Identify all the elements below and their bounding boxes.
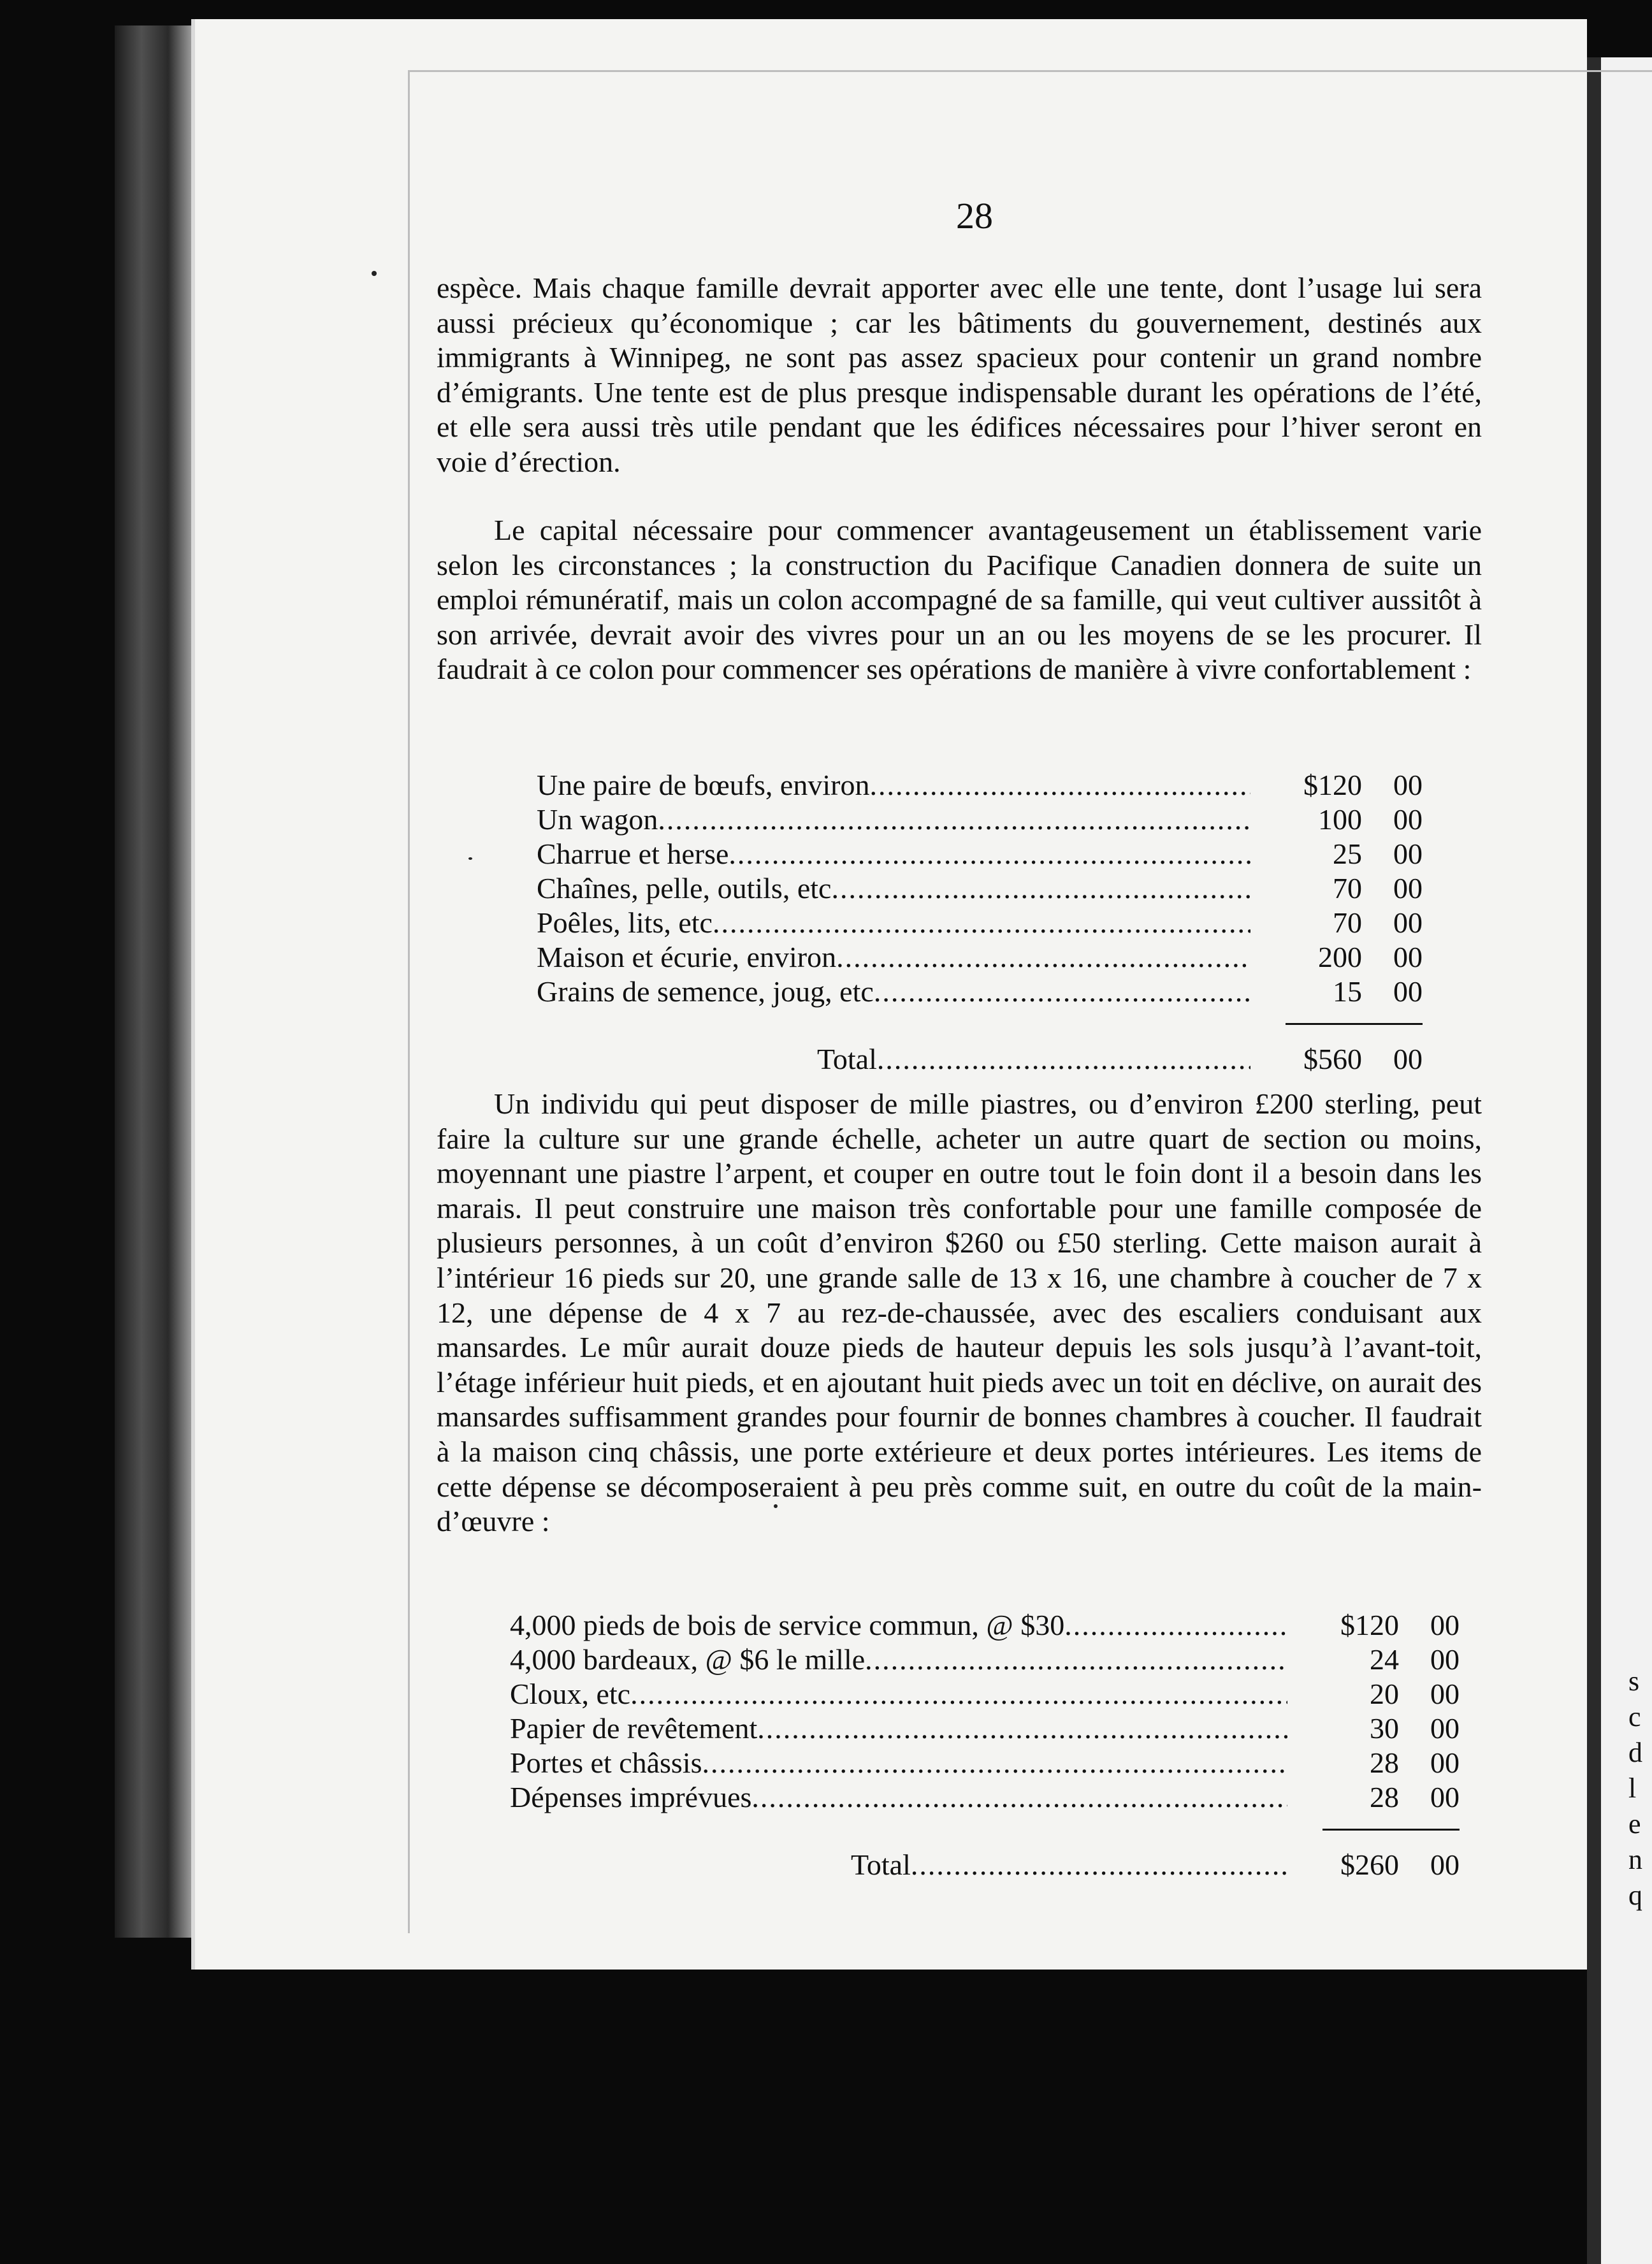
ledger-amount: 70 bbox=[1333, 872, 1362, 904]
ledger-row bbox=[537, 871, 1423, 906]
ledger-item: Grains de semence, joug, etc bbox=[537, 975, 874, 1008]
ink-speck bbox=[468, 857, 472, 860]
total-rule bbox=[537, 1009, 1423, 1042]
ledger-cents: 00 bbox=[1430, 1712, 1460, 1745]
ledger-cents: 00 bbox=[1393, 906, 1423, 939]
ledger-total-cents: 00 bbox=[1393, 1043, 1423, 1075]
ledger-amount: 100 bbox=[1318, 803, 1362, 836]
paragraph: espèce. Mais chaque famille devrait apporter avec elle une tente, dont l’usage lui sera aussi précieux qu’économique ; car les bâtiments du gouvernement, destinés aux immigrants à Winnipeg, ne sont pas assez spacieux pour contenir un grand nombre d’émigrants. Une tente est de plus presque indispensable durant les opérations de l’été, et elle sera aussi très utile pendant que les édifices nécessaires pour l’hiver seront en voie d’érection. bbox=[437, 272, 1482, 478]
ledger-item: Un wagon bbox=[537, 803, 658, 836]
ledger-item: Une paire de bœufs, environ bbox=[537, 769, 870, 801]
ledger-cents: 00 bbox=[1430, 1746, 1460, 1779]
ledger-row bbox=[510, 1643, 1460, 1677]
ledger-row bbox=[510, 1677, 1460, 1711]
ledger-total-cents: 00 bbox=[1430, 1848, 1460, 1881]
ledger-row bbox=[510, 1608, 1460, 1643]
ledger-amount: 200 bbox=[1318, 941, 1362, 973]
ink-speck bbox=[372, 271, 377, 276]
ink-speck bbox=[774, 1504, 778, 1508]
ledger-cents: 00 bbox=[1430, 1678, 1460, 1710]
ledger-amount: 30 bbox=[1370, 1712, 1399, 1745]
ledger-cents: 00 bbox=[1393, 803, 1423, 836]
ledger-cents: 00 bbox=[1393, 975, 1423, 1008]
ledger-amount: 25 bbox=[1333, 838, 1362, 870]
ledger-item: 4,000 pieds de bois de service commun, @ $30 bbox=[510, 1609, 1065, 1641]
ledger-cents: 00 bbox=[1393, 941, 1423, 973]
ledger-amount: 28 bbox=[1370, 1746, 1399, 1779]
ledger-total-amount: $560 bbox=[1303, 1043, 1362, 1075]
facing-page-fragment: s c d l e n q bbox=[1628, 1665, 1642, 1911]
ledger-total-row bbox=[510, 1848, 1460, 1882]
ledger-item: Maison et écurie, environ bbox=[537, 941, 837, 973]
ledger-total-row bbox=[537, 1042, 1423, 1077]
ledger-item: Dépenses imprévues bbox=[510, 1781, 752, 1813]
ledger-item: Charrue et herse bbox=[537, 838, 729, 870]
ledger-cents: 00 bbox=[1393, 838, 1423, 870]
ledger-cents: 00 bbox=[1430, 1609, 1460, 1641]
ledger-item: Papier de revêtement bbox=[510, 1712, 758, 1745]
ledger-amount: 20 bbox=[1370, 1678, 1399, 1710]
ledger-amount: 24 bbox=[1370, 1643, 1399, 1676]
ledger-cents: 00 bbox=[1393, 872, 1423, 904]
ledger-amount: $120 bbox=[1303, 769, 1362, 801]
ledger-row bbox=[537, 906, 1423, 940]
ledger-row bbox=[510, 1780, 1460, 1815]
ledger-row bbox=[537, 975, 1423, 1009]
ledger-cents: 00 bbox=[1393, 769, 1423, 801]
expense-ledger-maison bbox=[510, 1608, 1460, 1882]
ledger-total-label: Total bbox=[817, 1043, 877, 1075]
book-spine-edge bbox=[115, 25, 191, 1938]
ledger-row bbox=[537, 802, 1423, 837]
ledger-item: Cloux, etc bbox=[510, 1678, 631, 1710]
ledger-amount: $120 bbox=[1340, 1609, 1399, 1641]
paragraph: Le capital nécessaire pour commencer avantageusement un établissement varie selon les circonstances ; la construction du Pacifique Canadien donnera de suite un emploi rémunératif, mais un colon accompagné de sa famille, qui veut cultiver aussitôt à son arrivée, devrait avoir des vivres pour un an ou les moyens de se les procurer. Il faudrait à ce colon pour commencer ses opérations de manière à vivre confortablement : bbox=[437, 514, 1482, 685]
ledger-total-amount: $260 bbox=[1340, 1848, 1399, 1881]
ledger-row bbox=[537, 837, 1423, 871]
ledger-row bbox=[510, 1746, 1460, 1780]
ledger-item: Poêles, lits, etc bbox=[537, 906, 713, 939]
ledger-cents: 00 bbox=[1430, 1781, 1460, 1813]
ledger-item: 4,000 bardeaux, @ $6 le mille bbox=[510, 1643, 866, 1676]
ledger-item: Chaînes, pelle, outils, etc bbox=[537, 872, 832, 904]
ledger-row bbox=[537, 768, 1423, 802]
total-rule bbox=[510, 1815, 1460, 1848]
ledger-total-label: Total bbox=[851, 1848, 911, 1881]
ledger-amount: 70 bbox=[1333, 906, 1362, 939]
expense-ledger-colon bbox=[537, 768, 1423, 1077]
paragraph: Un individu qui peut disposer de mille piastres, ou d’environ £200 sterling, peut faire la culture sur une grande échelle, acheter un autre quart de section ou moins, moyennant une piastre l’arpent, et couper en outre tout le foin dont il a besoin dans les marais. Il peut construire une maison très confortable pour une famille composée de plusieurs personnes, à un coût d’environ $260 ou £50 sterling. Cette maison aurait à l’intérieur 16 pieds sur 20, une grande salle de 13 x 16, une chambre à coucher de 7 x 12, une dépense de 4 x 7 au rez-de-chaussée, avec des escaliers conduisant aux mansardes. Le mûr aurait douze pieds de hauteur depuis les sols jusqu’à l’avant-toit, l’étage inférieur huit pieds, et en ajoutant huit pieds avec un toit en déclive, on aurait des mansardes suffisamment grandes pour fournir de bonnes chambres à coucher. Il faudrait à la maison cinq châssis, une porte extérieure et deux portes intérieures. Les items de cette dépense se décomposeraient à peu près comme suit, en outre du coût de la main-d’œuvre : bbox=[437, 1087, 1482, 1538]
ledger-amount: 15 bbox=[1333, 975, 1362, 1008]
ledger-item: Portes et châssis bbox=[510, 1746, 702, 1779]
ledger-row bbox=[537, 940, 1423, 975]
page-number: 28 bbox=[956, 195, 993, 236]
ledger-cents: 00 bbox=[1430, 1643, 1460, 1676]
ledger-row bbox=[510, 1711, 1460, 1746]
ledger-amount: 28 bbox=[1370, 1781, 1399, 1813]
